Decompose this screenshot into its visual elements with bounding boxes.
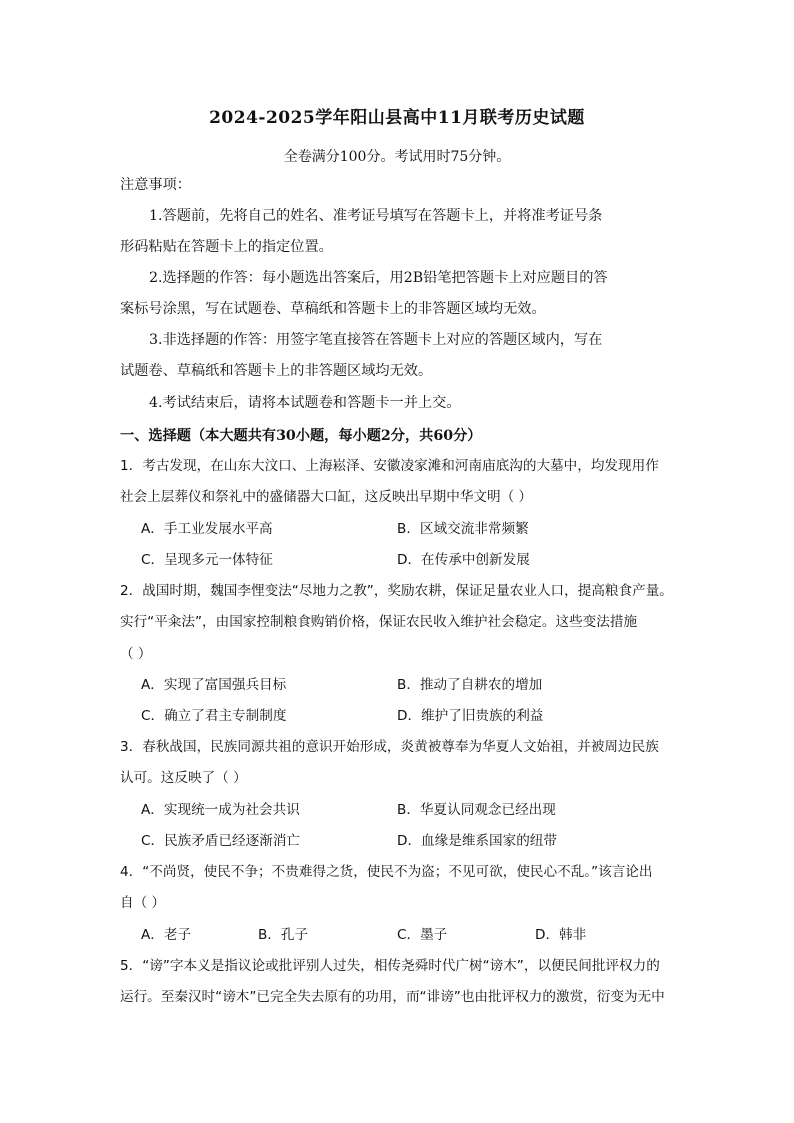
question-3-option-c: C．民族矛盾已经逐渐消亡 (141, 833, 301, 849)
question-1-option-b: B．区域交流非常频繁 (397, 521, 529, 537)
question-5-line-1: 5．“谤”字本义是指议论或批评别人过失，相传尧舜时代广树“谤木”，以便民间批评权力的 (120, 958, 660, 974)
question-3-option-d: D．血缘是维系国家的纽带 (397, 833, 557, 849)
question-1-line-1: 1．考古发现，在山东大汶口、上海崧泽、安徽凌家滩和河南庙底沟的大墓中，均发现用作 (120, 458, 659, 474)
notice-item-1-line-2: 形码粘贴在答题卡上的指定位置。 (120, 239, 333, 255)
question-1-option-d: D．在传承中创新发展 (397, 552, 530, 568)
question-2-line-1: 2．战国时期，魏国李悝变法“尽地力之教”，奖励农耕，保证足量农业人口，提高粮食产量。 (120, 583, 673, 599)
notice-heading: 注意事项： (120, 177, 191, 193)
notice-item-2-line-1: 2.选择题的作答：每小题选出答案后，用2B铅笔把答题卡上对应题目的答 (149, 270, 608, 286)
question-2-line-3: （ ） (120, 646, 152, 662)
question-2-option-c: C．确立了君主专制制度 (141, 708, 287, 724)
notice-item-2-line-2: 案标号涂黑，写在试题卷、草稿纸和答题卡上的非答题区域均无效。 (120, 301, 546, 317)
notice-item-1-line-1: 1.答题前，先将自己的姓名、准考证号填写在答题卡上，并将准考证号条 (149, 208, 603, 224)
question-2-option-a: A．实现了富国强兵目标 (141, 677, 287, 693)
exam-title: 2024-2025学年阳山县高中11月联考历史试题 (209, 108, 585, 128)
notice-item-3-line-2: 试题卷、草稿纸和答题卡上的非答题区域均无效。 (120, 363, 433, 379)
exam-subtitle: 全卷满分100分。考试用时75分钟。 (283, 149, 511, 165)
question-1-option-a: A．手工业发展水平高 (141, 521, 273, 537)
notice-item-3-line-1: 3.非选择题的作答：用签字笔直接答在答题卡上对应的答题区域内，写在 (149, 332, 603, 348)
question-4-option-b: B．孔子 (258, 927, 309, 943)
question-2-option-d: D．维护了旧贵族的利益 (397, 708, 544, 724)
question-3-line-1: 3．春秋战国，民族同源共祖的意识开始形成，炎黄被尊奉为华夏人文始祖，并被周边民族 (120, 739, 659, 755)
question-3-line-2: 认可。这反映了（ ） (120, 770, 247, 786)
question-1-option-c: C．呈现多元一体特征 (141, 552, 273, 568)
question-3-option-b: B．华夏认同观念已经出现 (397, 802, 556, 818)
section-heading: 一、选择题（本大题共有30小题，每小题2分，共60分） (120, 428, 482, 444)
question-1-line-2: 社会上层葬仪和祭礼中的盛储器大口缸，这反映出早期中华文明（ ） (120, 489, 533, 505)
question-4-option-a: A．老子 (141, 927, 192, 943)
question-2-line-2: 实行“平籴法”，由国家控制粮食购销价格，保证农民收入维护社会稳定。这些变法措施 (120, 614, 638, 630)
question-3-option-a: A．实现统一成为社会共识 (141, 802, 300, 818)
question-4-line-2: 自（ ） (120, 895, 166, 911)
question-4-option-d: D．韩非 (535, 927, 587, 943)
question-4-option-c: C．墨子 (397, 927, 448, 943)
question-4-line-1: 4．“不尚贤，使民不争；不贵难得之货，使民不为盗；不见可欲，使民心不乱。”该言论出 (120, 864, 653, 880)
notice-item-4: 4.考试结束后，请将本试题卷和答题卡一并上交。 (149, 395, 461, 411)
question-5-line-2: 运行。至秦汉时“谤木”已完全失去原有的功用，而“诽谤”也由批评权力的激赏，衍变为无中 (120, 989, 665, 1005)
question-2-option-b: B．推动了自耕农的增加 (397, 677, 543, 693)
